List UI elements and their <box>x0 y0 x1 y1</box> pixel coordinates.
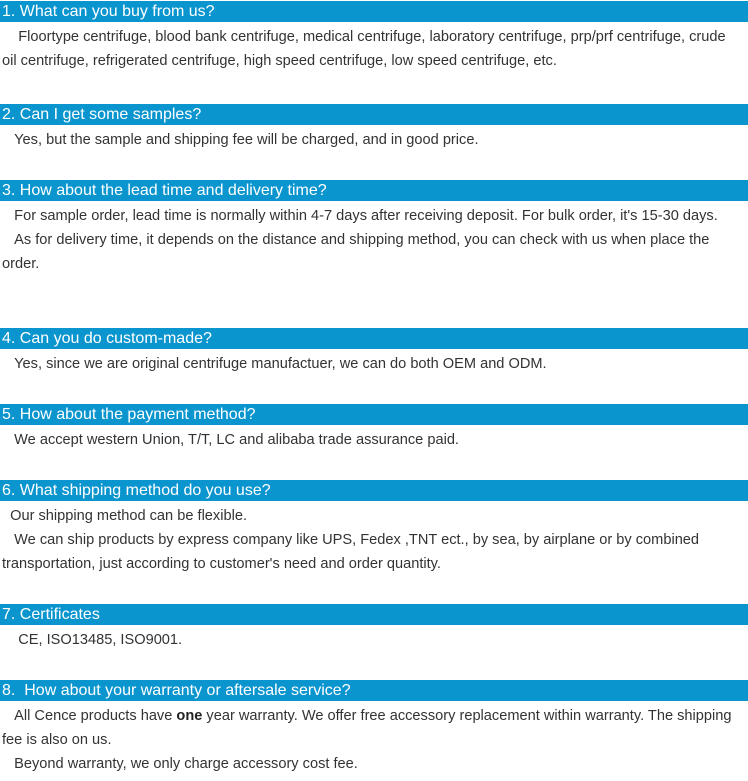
faq-answer <box>0 128 748 152</box>
faq-item-6 <box>0 480 748 576</box>
faq-answer <box>0 352 748 376</box>
answer-paragraph: We can ship products by express company like UPS, Fedex ,TNT ect., by sea, by airplane or by combined transportation, just according to customer's need and order quantity. <box>2 532 700 572</box>
answer-paragraph: Yes, since we are original centrifuge manufactuer, we can do both OEM and ODM. <box>2 356 547 372</box>
answer-paragraph <box>2 704 744 752</box>
answer-paragraph: CE, ISO13485, ISO9001. <box>2 632 183 648</box>
faq-answer <box>0 704 748 776</box>
warranty-text-before: All Cence products have <box>2 708 177 724</box>
faq-item-1 <box>0 1 748 73</box>
faq-item-8 <box>0 680 748 776</box>
faq-item-5 <box>0 404 748 452</box>
faq-answer <box>0 204 748 276</box>
faq-question: 5. How about the payment method? <box>0 404 748 425</box>
faq-question: 7. Certificates <box>0 604 748 625</box>
faq-question: 8. How about your warranty or aftersale service? <box>0 680 748 701</box>
answer-paragraph: We accept western Union, T/T, LC and alibaba trade assurance paid. <box>2 432 459 448</box>
answer-paragraph: For sample order, lead time is normally within 4-7 days after receiving deposit. For bulk order, it's 15-30 days. <box>2 208 718 224</box>
faq-question: 4. Can you do custom-made? <box>0 328 748 349</box>
faq-answer <box>0 628 748 652</box>
faq-item-7 <box>0 604 748 652</box>
faq-question: 2. Can I get some samples? <box>0 104 748 125</box>
answer-paragraph: As for delivery time, it depends on the distance and shipping method, you can check with us when place the order. <box>2 232 710 272</box>
answer-paragraph: Beyond warranty, we only charge accessory cost fee. <box>2 756 358 772</box>
faq-answer <box>0 504 748 576</box>
answer-paragraph: Floortype centrifuge, blood bank centrifuge, medical centrifuge, laboratory centrifuge, prp/prf centrifuge, crude oil centrifuge, refrigerated centrifuge, high speed centrifuge, low speed centrifuge, etc. <box>2 29 726 69</box>
faq-item-4 <box>0 328 748 376</box>
faq-question: 1. What can you buy from us? <box>0 1 748 22</box>
answer-paragraph: Our shipping method can be flexible. <box>2 508 247 524</box>
faq-answer <box>0 428 748 452</box>
faq-answer <box>0 25 748 73</box>
faq-question: 3. How about the lead time and delivery time? <box>0 180 748 201</box>
faq-item-2 <box>0 104 748 152</box>
faq-item-3 <box>0 180 748 276</box>
faq-question: 6. What shipping method do you use? <box>0 480 748 501</box>
answer-paragraph: Yes, but the sample and shipping fee will be charged, and in good price. <box>2 132 479 148</box>
warranty-highlight: one <box>176 708 203 724</box>
warranty-text-after: year warranty. We offer free accessory replacement within warranty. The shipping fee is also on us. <box>2 708 732 748</box>
